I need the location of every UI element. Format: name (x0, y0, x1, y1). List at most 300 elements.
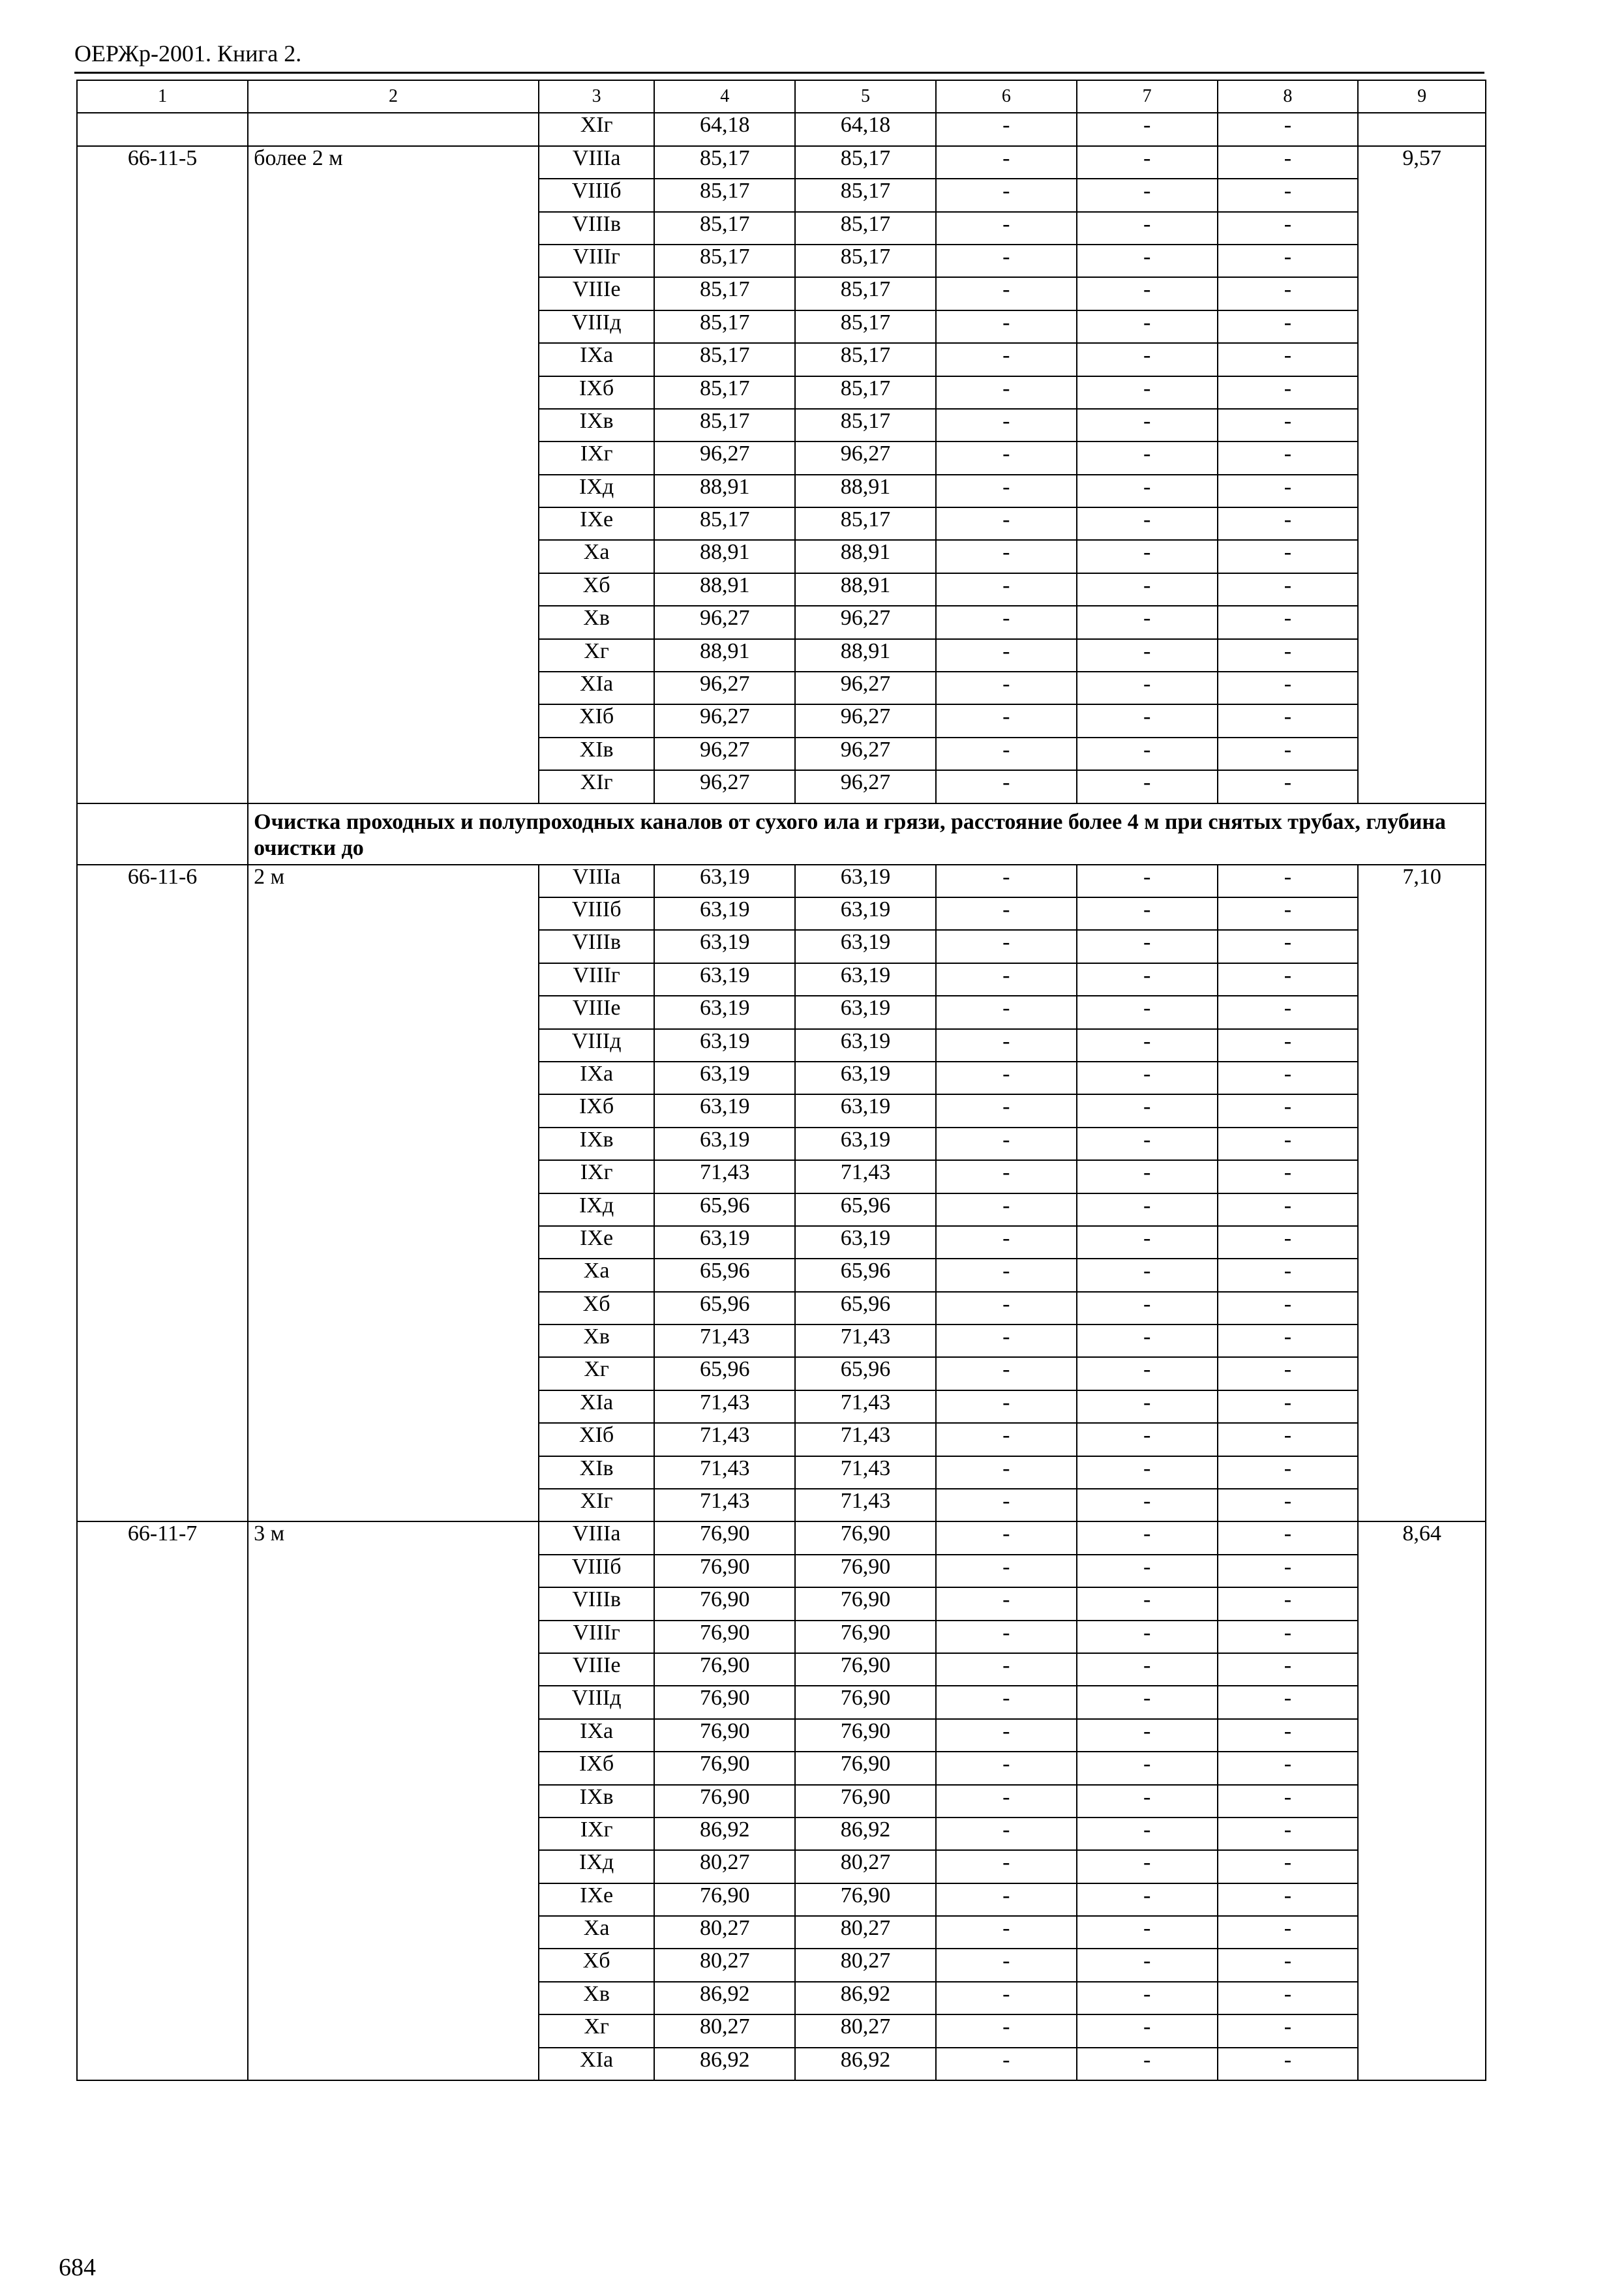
value-cell-col4: 76,90 (654, 1883, 795, 1916)
value-cell-col4: 96,27 (654, 441, 795, 474)
value-cell-col6: - (936, 1916, 1077, 1949)
value-cell-col8: - (1218, 704, 1359, 737)
value-cell-col7: - (1077, 672, 1218, 704)
value-cell-col4: 85,17 (654, 179, 795, 211)
value-cell-col8: - (1218, 1357, 1359, 1390)
value-cell-col7: - (1077, 1324, 1218, 1357)
class-cell: VIIIб (539, 179, 654, 211)
value-cell-col8: - (1218, 606, 1359, 638)
value-cell-col8: - (1218, 1555, 1359, 1587)
value-cell-col4: 76,90 (654, 1719, 795, 1752)
value-cell-col7: - (1077, 996, 1218, 1028)
value-cell-col7: - (1077, 639, 1218, 672)
class-cell: IXе (539, 507, 654, 540)
value-cell-col6: - (936, 113, 1077, 145)
page-number: 684 (59, 2254, 96, 2281)
value-cell-col5: 65,96 (795, 1193, 936, 1226)
value-cell-col4: 96,27 (654, 672, 795, 704)
class-cell: XIа (539, 1390, 654, 1423)
value-cell-col8: - (1218, 441, 1359, 474)
value-cell-col5: 63,19 (795, 1062, 936, 1094)
value-cell-col4: 85,17 (654, 310, 795, 343)
value-cell-col4: 71,43 (654, 1160, 795, 1193)
value-cell-col8: - (1218, 930, 1359, 963)
value-cell-col5: 88,91 (795, 573, 936, 606)
value-cell-col7: - (1077, 930, 1218, 963)
empty-cell (77, 113, 248, 145)
value-cell-col7: - (1077, 1193, 1218, 1226)
value-cell-col7: - (1077, 2014, 1218, 2047)
value-cell-col7: - (1077, 475, 1218, 507)
class-cell: IXа (539, 1719, 654, 1752)
class-cell: XIб (539, 704, 654, 737)
value-cell-col4: 65,96 (654, 1292, 795, 1324)
section-title-row (77, 803, 1486, 865)
value-cell-col6: - (936, 1292, 1077, 1324)
class-cell: Xа (539, 540, 654, 573)
value-cell-col7: - (1077, 1456, 1218, 1489)
value-cell-col8: - (1218, 1982, 1359, 2014)
empty-cell (1358, 113, 1486, 145)
class-cell: IXг (539, 441, 654, 474)
value-cell-col7: - (1077, 1390, 1218, 1423)
value-cell-col5: 71,43 (795, 1324, 936, 1357)
value-cell-col7: - (1077, 540, 1218, 573)
value-cell-col8: - (1218, 179, 1359, 211)
column9-value-cell: 7,10 (1358, 865, 1486, 1522)
value-cell-col5: 76,90 (795, 1555, 936, 1587)
class-cell: IXг (539, 1818, 654, 1850)
value-cell-col8: - (1218, 865, 1359, 897)
class-cell: VIIIд (539, 1686, 654, 1718)
value-cell-col5: 63,19 (795, 1128, 936, 1160)
value-cell-col6: - (936, 376, 1077, 409)
value-cell-col5: 86,92 (795, 2048, 936, 2080)
class-cell: XIг (539, 1489, 654, 1521)
value-cell-col4: 71,43 (654, 1390, 795, 1423)
value-cell-col7: - (1077, 1292, 1218, 1324)
value-cell-col7: - (1077, 343, 1218, 376)
value-cell-col6: - (936, 2014, 1077, 2047)
class-cell: XIб (539, 1423, 654, 1456)
value-cell-col7: - (1077, 1719, 1218, 1752)
table-row (77, 146, 1486, 179)
column-number-row (77, 80, 1486, 113)
value-cell-col5: 63,19 (795, 930, 936, 963)
value-cell-col6: - (936, 310, 1077, 343)
value-cell-col7: - (1077, 1883, 1218, 1916)
class-cell: IXе (539, 1226, 654, 1259)
value-cell-col4: 63,19 (654, 963, 795, 996)
column-number-cell: 2 (248, 80, 539, 113)
class-cell: VIIIг (539, 245, 654, 277)
class-cell: IXа (539, 343, 654, 376)
value-cell-col8: - (1218, 277, 1359, 310)
value-cell-col5: 85,17 (795, 310, 936, 343)
value-cell-col4: 86,92 (654, 2048, 795, 2080)
value-cell-col8: - (1218, 1193, 1359, 1226)
description-cell: 2 м (248, 865, 539, 1522)
value-cell-col8: - (1218, 540, 1359, 573)
value-cell-col6: - (936, 770, 1077, 803)
class-cell: IXб (539, 1094, 654, 1127)
column9-value-cell: 8,64 (1358, 1521, 1486, 2080)
value-cell-col4: 63,19 (654, 897, 795, 930)
value-cell-col4: 96,27 (654, 738, 795, 770)
value-cell-col8: - (1218, 963, 1359, 996)
value-cell-col8: - (1218, 639, 1359, 672)
value-cell-col6: - (936, 507, 1077, 540)
value-cell-col6: - (936, 1357, 1077, 1390)
value-cell-col4: 71,43 (654, 1423, 795, 1456)
value-cell-col7: - (1077, 1752, 1218, 1784)
value-cell-col6: - (936, 212, 1077, 245)
value-cell-col4: 85,17 (654, 343, 795, 376)
class-cell: Xг (539, 1357, 654, 1390)
value-cell-col7: - (1077, 1128, 1218, 1160)
value-cell-col7: - (1077, 1489, 1218, 1521)
value-cell-col6: - (936, 930, 1077, 963)
value-cell-col4: 76,90 (654, 1785, 795, 1818)
value-cell-col6: - (936, 1456, 1077, 1489)
value-cell-col6: - (936, 540, 1077, 573)
class-cell: IXв (539, 409, 654, 441)
value-cell-col5: 86,92 (795, 1982, 936, 2014)
value-cell-col8: - (1218, 1850, 1359, 1883)
value-cell-col7: - (1077, 897, 1218, 930)
value-cell-col6: - (936, 1621, 1077, 1653)
value-cell-col6: - (936, 441, 1077, 474)
value-cell-col8: - (1218, 573, 1359, 606)
class-cell: VIIIе (539, 1653, 654, 1686)
column-number-cell: 4 (654, 80, 795, 113)
value-cell-col7: - (1077, 245, 1218, 277)
column-number-cell: 9 (1358, 80, 1486, 113)
class-cell: IXб (539, 376, 654, 409)
value-cell-col6: - (936, 1094, 1077, 1127)
class-cell: XIа (539, 2048, 654, 2080)
value-cell-col7: - (1077, 376, 1218, 409)
class-cell: Xб (539, 1949, 654, 1981)
value-cell-col8: - (1218, 1160, 1359, 1193)
value-cell-col7: - (1077, 1587, 1218, 1620)
value-cell-col8: - (1218, 1587, 1359, 1620)
value-cell-col7: - (1077, 1226, 1218, 1259)
value-cell-col8: - (1218, 1489, 1359, 1521)
value-cell-col7: - (1077, 441, 1218, 474)
value-cell-col8: - (1218, 1621, 1359, 1653)
value-cell-col7: - (1077, 1062, 1218, 1094)
class-cell: IXе (539, 1883, 654, 1916)
value-cell-col4: 63,19 (654, 1226, 795, 1259)
value-cell-col5: 80,27 (795, 2014, 936, 2047)
value-cell-col7: - (1077, 1259, 1218, 1291)
value-cell-col6: - (936, 1259, 1077, 1291)
value-cell-col5: 85,17 (795, 277, 936, 310)
norm-code-cell: 66-11-6 (77, 865, 248, 1522)
value-cell-col6: - (936, 1982, 1077, 2014)
value-cell-col5: 85,17 (795, 179, 936, 211)
value-cell-col8: - (1218, 245, 1359, 277)
value-cell-col7: - (1077, 573, 1218, 606)
value-cell-col6: - (936, 606, 1077, 638)
class-cell: VIIIе (539, 996, 654, 1028)
value-cell-col5: 76,90 (795, 1752, 936, 1784)
value-cell-col5: 76,90 (795, 1521, 936, 1554)
value-cell-col7: - (1077, 1818, 1218, 1850)
value-cell-col5: 88,91 (795, 475, 936, 507)
value-cell-col4: 96,27 (654, 770, 795, 803)
class-cell: XIг (539, 770, 654, 803)
value-cell-col6: - (936, 1128, 1077, 1160)
value-cell-col5: 86,92 (795, 1818, 936, 1850)
value-cell-col6: - (936, 963, 1077, 996)
class-cell: IXа (539, 1062, 654, 1094)
class-cell: Xб (539, 1292, 654, 1324)
value-cell-col8: - (1218, 1653, 1359, 1686)
value-cell-col8: - (1218, 1226, 1359, 1259)
column-number-cell: 1 (77, 80, 248, 113)
value-cell-col7: - (1077, 1916, 1218, 1949)
value-cell-col8: - (1218, 1259, 1359, 1291)
value-cell-col8: - (1218, 1719, 1359, 1752)
value-cell-col7: - (1077, 310, 1218, 343)
class-cell: Xг (539, 2014, 654, 2047)
norm-code-cell: 66-11-7 (77, 1521, 248, 2080)
value-cell-col5: 96,27 (795, 441, 936, 474)
value-cell-col8: - (1218, 1949, 1359, 1981)
value-cell-col6: - (936, 704, 1077, 737)
value-cell-col7: - (1077, 738, 1218, 770)
value-cell-col8: - (1218, 1094, 1359, 1127)
class-cell: Xв (539, 1324, 654, 1357)
value-cell-col5: 63,19 (795, 963, 936, 996)
table-row (77, 113, 1486, 145)
value-cell-col7: - (1077, 1653, 1218, 1686)
value-cell-col7: - (1077, 1521, 1218, 1554)
class-cell: XIв (539, 1456, 654, 1489)
value-cell-col5: 64,18 (795, 113, 936, 145)
value-cell-col8: - (1218, 1390, 1359, 1423)
value-cell-col5: 63,19 (795, 1029, 936, 1062)
value-cell-col7: - (1077, 606, 1218, 638)
value-cell-col5: 96,27 (795, 770, 936, 803)
class-cell: VIIIв (539, 1587, 654, 1620)
value-cell-col5: 76,90 (795, 1653, 936, 1686)
value-cell-col7: - (1077, 179, 1218, 211)
value-cell-col8: - (1218, 1423, 1359, 1456)
value-cell-col6: - (936, 1587, 1077, 1620)
value-cell-col5: 63,19 (795, 1226, 936, 1259)
value-cell-col6: - (936, 573, 1077, 606)
value-cell-col8: - (1218, 1456, 1359, 1489)
value-cell-col4: 76,90 (654, 1587, 795, 1620)
value-cell-col4: 63,19 (654, 865, 795, 897)
value-cell-col4: 85,17 (654, 376, 795, 409)
value-cell-col7: - (1077, 146, 1218, 179)
value-cell-col7: - (1077, 704, 1218, 737)
value-cell-col7: - (1077, 1357, 1218, 1390)
value-cell-col6: - (936, 1521, 1077, 1554)
value-cell-col6: - (936, 1160, 1077, 1193)
value-cell-col8: - (1218, 1883, 1359, 1916)
value-cell-col6: - (936, 1029, 1077, 1062)
value-cell-col7: - (1077, 865, 1218, 897)
value-cell-col5: 71,43 (795, 1390, 936, 1423)
value-cell-col4: 65,96 (654, 1193, 795, 1226)
value-cell-col7: - (1077, 1949, 1218, 1981)
class-cell: VIIIа (539, 146, 654, 179)
value-cell-col5: 71,43 (795, 1489, 936, 1521)
class-cell: IXг (539, 1160, 654, 1193)
column-number-cell: 3 (539, 80, 654, 113)
class-cell: VIIIе (539, 277, 654, 310)
value-cell-col8: - (1218, 738, 1359, 770)
class-cell: VIIIв (539, 930, 654, 963)
value-cell-col7: - (1077, 770, 1218, 803)
value-cell-col7: - (1077, 1850, 1218, 1883)
empty-cell (248, 113, 539, 145)
value-cell-col8: - (1218, 1062, 1359, 1094)
value-cell-col8: - (1218, 672, 1359, 704)
value-cell-col7: - (1077, 1160, 1218, 1193)
value-cell-col6: - (936, 1653, 1077, 1686)
value-cell-col5: 85,17 (795, 343, 936, 376)
value-cell-col5: 65,96 (795, 1357, 936, 1390)
value-cell-col5: 76,90 (795, 1587, 936, 1620)
value-cell-col4: 80,27 (654, 1949, 795, 1981)
value-cell-col5: 96,27 (795, 704, 936, 737)
value-cell-col6: - (936, 343, 1077, 376)
value-cell-col6: - (936, 1489, 1077, 1521)
section-title-cell: Очистка проходных и полупроходных каналов от сухого ила и грязи, расстояние более 4 м при снятых трубах, глубина очистки до (248, 803, 1486, 865)
norms-table (76, 80, 1486, 2081)
empty-cell (77, 803, 248, 865)
value-cell-col6: - (936, 1324, 1077, 1357)
value-cell-col8: - (1218, 1686, 1359, 1718)
value-cell-col6: - (936, 996, 1077, 1028)
value-cell-col8: - (1218, 343, 1359, 376)
document-header: ОЕРЖр-2001. Книга 2. (74, 40, 302, 67)
value-cell-col5: 96,27 (795, 738, 936, 770)
value-cell-col5: 96,27 (795, 672, 936, 704)
class-cell: IXд (539, 1193, 654, 1226)
value-cell-col8: - (1218, 1292, 1359, 1324)
value-cell-col7: - (1077, 212, 1218, 245)
norm-code-cell: 66-11-5 (77, 146, 248, 803)
class-cell: XIг (539, 113, 654, 145)
value-cell-col4: 80,27 (654, 1916, 795, 1949)
value-cell-col6: - (936, 1785, 1077, 1818)
value-cell-col7: - (1077, 1982, 1218, 2014)
value-cell-col7: - (1077, 1686, 1218, 1718)
value-cell-col4: 85,17 (654, 212, 795, 245)
value-cell-col7: - (1077, 1423, 1218, 1456)
value-cell-col6: - (936, 1390, 1077, 1423)
class-cell: XIа (539, 672, 654, 704)
value-cell-col4: 64,18 (654, 113, 795, 145)
value-cell-col6: - (936, 245, 1077, 277)
value-cell-col4: 85,17 (654, 409, 795, 441)
value-cell-col8: - (1218, 212, 1359, 245)
column-number-cell: 5 (795, 80, 936, 113)
value-cell-col6: - (936, 639, 1077, 672)
value-cell-col4: 76,90 (654, 1555, 795, 1587)
value-cell-col6: - (936, 865, 1077, 897)
class-cell: IXв (539, 1128, 654, 1160)
value-cell-col5: 80,27 (795, 1850, 936, 1883)
value-cell-col7: - (1077, 1621, 1218, 1653)
class-cell: VIIIб (539, 897, 654, 930)
class-cell: Xв (539, 606, 654, 638)
value-cell-col4: 76,90 (654, 1686, 795, 1718)
value-cell-col4: 63,19 (654, 1062, 795, 1094)
value-cell-col4: 76,90 (654, 1521, 795, 1554)
description-cell: 3 м (248, 1521, 539, 2080)
value-cell-col6: - (936, 1752, 1077, 1784)
value-cell-col5: 96,27 (795, 606, 936, 638)
value-cell-col5: 85,17 (795, 376, 936, 409)
value-cell-col5: 65,96 (795, 1259, 936, 1291)
value-cell-col7: - (1077, 1555, 1218, 1587)
value-cell-col7: - (1077, 113, 1218, 145)
value-cell-col6: - (936, 1818, 1077, 1850)
value-cell-col8: - (1218, 409, 1359, 441)
value-cell-col4: 63,19 (654, 1128, 795, 1160)
value-cell-col8: - (1218, 1029, 1359, 1062)
value-cell-col5: 71,43 (795, 1456, 936, 1489)
value-cell-col6: - (936, 738, 1077, 770)
value-cell-col5: 63,19 (795, 996, 936, 1028)
value-cell-col4: 88,91 (654, 475, 795, 507)
value-cell-col6: - (936, 1719, 1077, 1752)
value-cell-col4: 76,90 (654, 1621, 795, 1653)
value-cell-col5: 63,19 (795, 1094, 936, 1127)
value-cell-col7: - (1077, 2048, 1218, 2080)
value-cell-col5: 85,17 (795, 212, 936, 245)
value-cell-col5: 85,17 (795, 146, 936, 179)
class-cell: VIIIд (539, 310, 654, 343)
value-cell-col6: - (936, 1555, 1077, 1587)
value-cell-col4: 86,92 (654, 1818, 795, 1850)
value-cell-col8: - (1218, 1128, 1359, 1160)
value-cell-col5: 88,91 (795, 639, 936, 672)
class-cell: VIIIг (539, 1621, 654, 1653)
value-cell-col4: 85,17 (654, 277, 795, 310)
class-cell: XIв (539, 738, 654, 770)
class-cell: Xа (539, 1259, 654, 1291)
value-cell-col5: 63,19 (795, 897, 936, 930)
value-cell-col6: - (936, 409, 1077, 441)
value-cell-col5: 76,90 (795, 1621, 936, 1653)
value-cell-col5: 85,17 (795, 507, 936, 540)
value-cell-col5: 76,90 (795, 1719, 936, 1752)
value-cell-col4: 63,19 (654, 1094, 795, 1127)
value-cell-col6: - (936, 1686, 1077, 1718)
value-cell-col4: 76,90 (654, 1653, 795, 1686)
value-cell-col5: 85,17 (795, 245, 936, 277)
class-cell: IXв (539, 1785, 654, 1818)
value-cell-col6: - (936, 277, 1077, 310)
value-cell-col6: - (936, 1949, 1077, 1981)
value-cell-col6: - (936, 2048, 1077, 2080)
class-cell: Xб (539, 573, 654, 606)
value-cell-col6: - (936, 1193, 1077, 1226)
value-cell-col8: - (1218, 897, 1359, 930)
column-number-cell: 8 (1218, 80, 1359, 113)
value-cell-col8: - (1218, 113, 1359, 145)
value-cell-col8: - (1218, 1324, 1359, 1357)
